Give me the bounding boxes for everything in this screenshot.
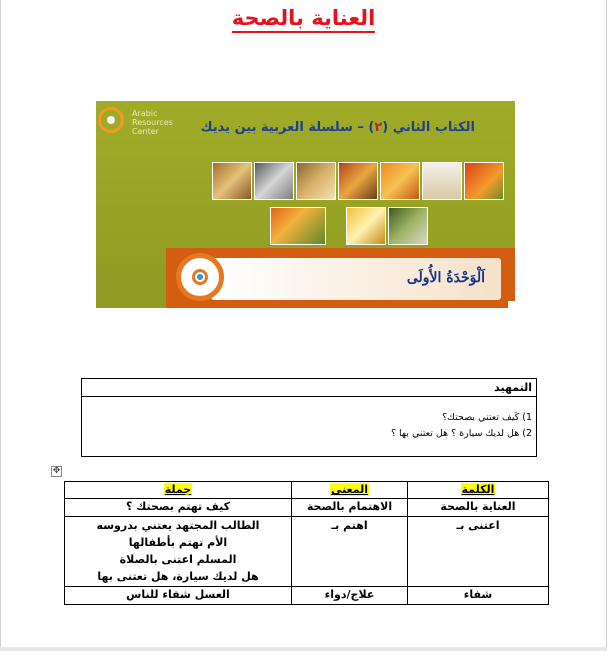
sentence: المسلم اعتنى بالصلاة bbox=[119, 553, 237, 566]
sentence: الأم تهتم بأطفالها bbox=[128, 536, 228, 549]
table-move-handle-icon[interactable]: ✥ bbox=[52, 466, 61, 476]
banner-heading: الكتاب الثاني (٢) – سلسلة العربية بين يديك bbox=[200, 120, 475, 135]
asparagus-image bbox=[388, 207, 428, 245]
cell-sentence[interactable]: كيف تهتم بصحتك ؟ bbox=[65, 499, 292, 517]
milk-image bbox=[422, 162, 462, 200]
header-sentence[interactable]: جملة bbox=[65, 482, 292, 499]
bread-image bbox=[212, 162, 252, 200]
cutlery-image bbox=[254, 162, 294, 200]
table-header-row bbox=[65, 482, 549, 499]
lesson-banner-image[interactable] bbox=[96, 101, 515, 308]
cell-word[interactable]: شفاء bbox=[408, 587, 549, 605]
vocabulary-table bbox=[64, 481, 549, 605]
arc-logo-icon bbox=[98, 107, 124, 133]
honey-image bbox=[346, 207, 386, 245]
banner-corner bbox=[508, 301, 515, 308]
arc-circle-logo-icon bbox=[176, 253, 224, 301]
header-meaning[interactable]: المعنى bbox=[292, 482, 408, 499]
table-row bbox=[65, 587, 549, 605]
carrots-image bbox=[380, 162, 420, 200]
page-bottom-edge bbox=[0, 647, 607, 651]
sentence: الطالب المجتهد يعتني بدروسه bbox=[96, 519, 260, 532]
table-row bbox=[65, 517, 549, 587]
fruits-image bbox=[338, 162, 378, 200]
header-word[interactable]: الكلمة bbox=[408, 482, 549, 499]
banner-brand: Arabic Resources Center bbox=[132, 109, 173, 136]
banner-unit-label: اَلْوَحْدَةُ الأُولَى bbox=[406, 270, 485, 286]
cell-word[interactable]: العناية بالصحة bbox=[408, 499, 549, 517]
tamheed-box[interactable] bbox=[81, 378, 537, 457]
cell-meaning[interactable]: الاهتمام بالصحة bbox=[292, 499, 408, 517]
question-2: 2) هل لديك سيارة ؟ هل تعتني بها ؟ bbox=[390, 428, 532, 439]
cell-meaning[interactable]: علاج/دواء bbox=[292, 587, 408, 605]
cell-sentence[interactable]: العسل شفاء للناس bbox=[65, 587, 292, 605]
tomatoes-image bbox=[464, 162, 504, 200]
document-title: العناية بالصحة bbox=[0, 6, 607, 30]
table-row bbox=[65, 499, 549, 517]
tamheed-heading: التمهيد bbox=[82, 379, 536, 397]
sweets-image bbox=[296, 162, 336, 200]
vegetables-image bbox=[270, 207, 326, 245]
cell-meaning[interactable]: اهتم بـ bbox=[292, 517, 408, 587]
sentence: هل لديك سيارة، هل تعتنى بها bbox=[97, 570, 259, 583]
cell-word[interactable]: اعتنى بـ bbox=[408, 517, 549, 587]
cell-sentences[interactable] bbox=[65, 517, 292, 587]
question-1: 1) كَيف تعتني بصحتك؟ bbox=[442, 412, 532, 423]
